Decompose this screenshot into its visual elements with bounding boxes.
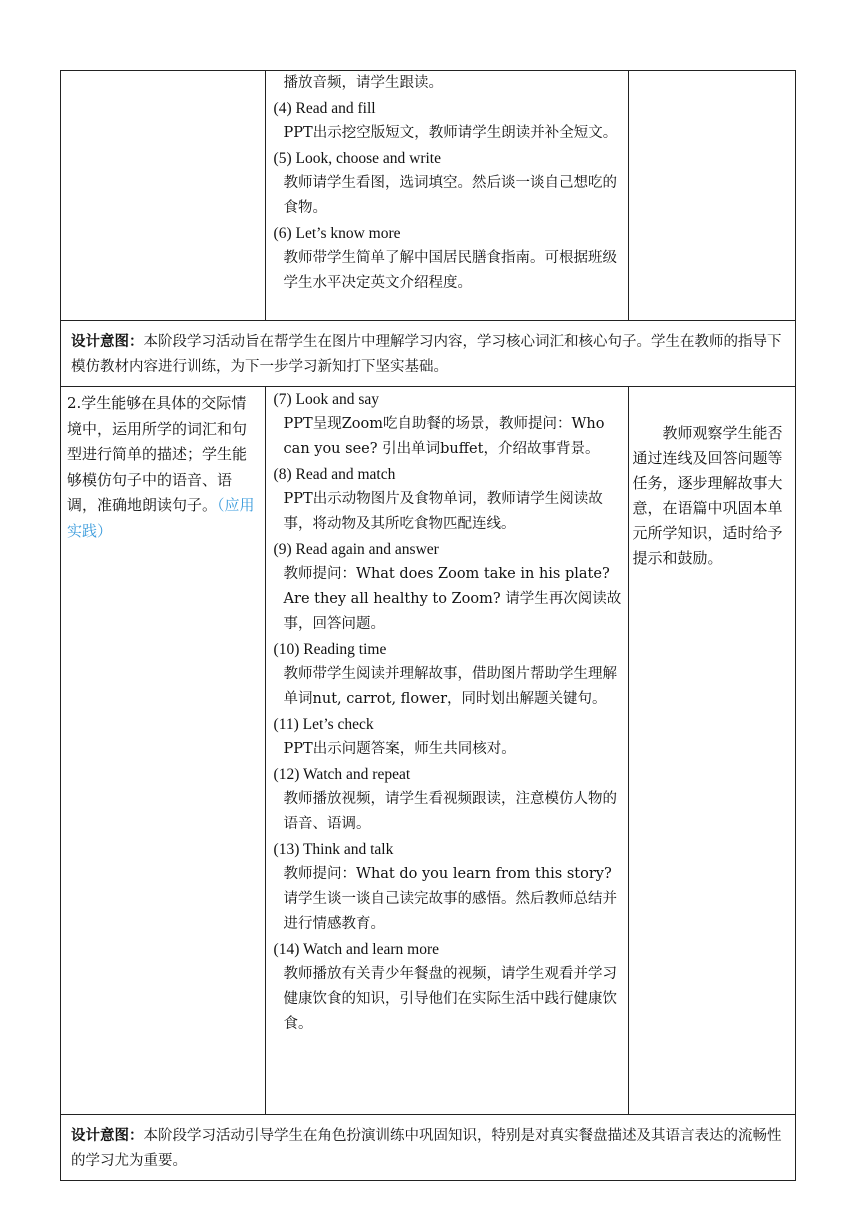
- step-10: [266, 637, 628, 712]
- design-intent-label: 设计意图：: [71, 333, 144, 350]
- step-title: (11) Let’s check: [273, 716, 374, 733]
- design-intent-2: [61, 1115, 795, 1180]
- design-intent-cell-2: [61, 1115, 796, 1181]
- steps-cell-1: [265, 71, 628, 321]
- design-intent-label: 设计意图：: [71, 1127, 144, 1144]
- step-body: 教师播放有关青少年餐盘的视频，请学生观看并学习健康饮食的知识，引导他们在实际生活中践行健康饮食。: [283, 966, 618, 1032]
- step-title: (10) Reading time: [273, 641, 387, 658]
- learning-goal-2: [61, 387, 265, 544]
- design-intent-1: [61, 321, 795, 386]
- activity-row-2: [61, 387, 796, 1115]
- design-intent-row-2: [61, 1115, 796, 1181]
- step-body: 教师带学生阅读并理解故事，借助图片帮助学生理解单词nut, carrot, flower，同时划出解题关键句。: [283, 666, 618, 707]
- evaluation-text: 教师观察学生能否通过连线及回答问题等任务，逐步理解故事大意，在语篇中巩固本单元所学知识，适时给予提示和鼓励。: [632, 424, 783, 567]
- evaluation-cell-empty: [628, 71, 795, 321]
- step-body: 教师提问：What do you learn from this story? 请学生谈一谈自己读完故事的感悟。然后教师总结并进行情感教育。: [283, 866, 618, 932]
- design-intent-text: 本阶段学习活动旨在帮学生在图片中理解学习内容，学习核心词汇和核心句子。学生在教师的指导下模仿教材内容进行训练，为下一步学习新知打下坚实基础。: [71, 334, 782, 375]
- design-intent-row-1: [61, 321, 796, 387]
- steps-cell-2: [265, 387, 628, 1115]
- step-title: (12) Watch and repeat: [273, 766, 411, 783]
- lesson-plan-table: [60, 70, 796, 1181]
- step-title: (14) Watch and learn more: [273, 941, 439, 958]
- design-intent-text: 本阶段学习活动引导学生在角色扮演训练中巩固知识，特别是对真实餐盘描述及其语言表达的流畅性的学习尤为重要。: [71, 1128, 782, 1169]
- goal-tag: （应用实践）: [67, 496, 255, 540]
- step-body: PPT出示问题答案，师生共同核对。: [283, 741, 516, 757]
- step-body: 教师播放视频，请学生看视频跟读，注意模仿人物的语音、语调。: [283, 791, 618, 832]
- step-body: PPT出示挖空版短文，教师请学生朗读并补全短文。: [283, 125, 618, 141]
- step-title: (13) Think and talk: [273, 841, 394, 858]
- step-13: [266, 837, 628, 937]
- step-body: 教师提问：What does Zoom take in his plate? Are they all healthy to Zoom? 请学生再次阅读故事，回答问题。: [283, 566, 622, 632]
- step-body: PPT呈现Zoom吃自助餐的场景，教师提问：Who can you see? 引出单词buffet，介绍故事背景。: [283, 416, 605, 457]
- evaluation-cell-2: [628, 387, 795, 1115]
- step-4: [266, 96, 628, 146]
- goal-cell-2: [61, 387, 266, 1115]
- step-title: (4) Read and fill: [273, 100, 376, 117]
- step-title: (6) Let’s know more: [273, 225, 401, 242]
- step-body: 教师带学生简单了解中国居民膳食指南。可根据班级学生水平决定英文介绍程度。: [283, 250, 618, 291]
- step-body: PPT出示动物图片及食物单词，教师请学生阅读故事，将动物及其所吃食物匹配连线。: [283, 491, 603, 532]
- step-title: (7) Look and say: [273, 391, 380, 408]
- step-body: 教师请学生看图，选词填空。然后谈一谈自己想吃的食物。: [283, 175, 618, 216]
- step-9: [266, 537, 628, 637]
- step-3-continued: [266, 71, 628, 96]
- step-14: [266, 937, 628, 1037]
- step-title: (8) Read and match: [273, 466, 396, 483]
- step-title: (5) Look, choose and write: [273, 150, 441, 167]
- goal-cell-empty: [61, 71, 266, 321]
- step-5: [266, 146, 628, 221]
- step-title: (9) Read again and answer: [273, 541, 439, 558]
- activity-row-1: [61, 71, 796, 321]
- step-11: [266, 712, 628, 762]
- step-12: [266, 762, 628, 837]
- lesson-plan-page: [60, 70, 796, 1181]
- step-7: [266, 387, 628, 462]
- step-body: 播放音频，请学生跟读。: [283, 75, 444, 91]
- goal-text: 2.学生能够在具体的交际情境中，运用所学的词汇和句型进行简单的描述；学生能够模仿句子中的语音、语调，准确地朗读句子。: [67, 394, 248, 514]
- design-intent-cell-1: [61, 321, 796, 387]
- step-6: [266, 221, 628, 296]
- step-8: [266, 462, 628, 537]
